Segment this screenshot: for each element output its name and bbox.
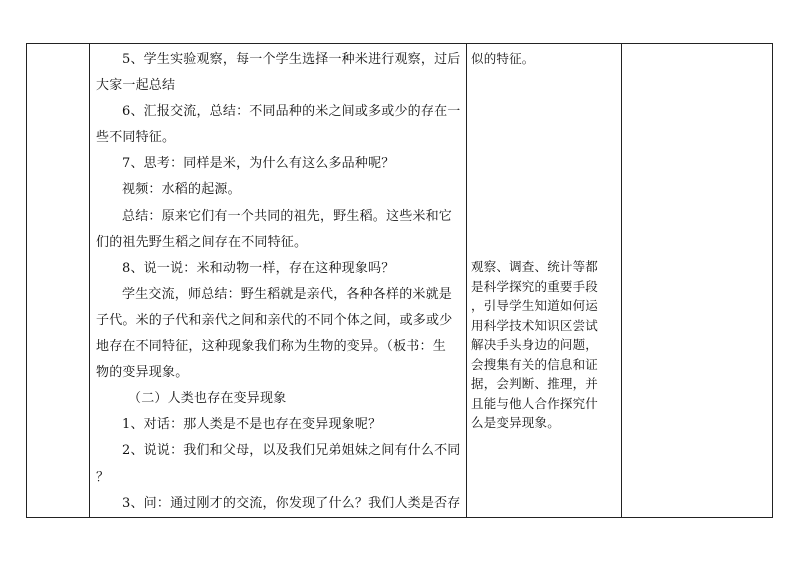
text-line: （二）人类也存在变异现象	[128, 391, 287, 407]
text-line: 解决手头身边的问题，	[471, 337, 599, 352]
text-line: 么是变异现象。	[471, 415, 560, 430]
text-line: 子代。米的子代和亲代之间和亲代的不同个体之间，或多或少	[96, 312, 453, 328]
text-line: 视频：水稻的起源。	[122, 182, 241, 198]
text-line: 学生交流，师总结：野生稻就是亲代，各种各样的米就是	[122, 286, 453, 302]
text-line: 8、说一说：米和动物一样，存在这种现象吗？	[122, 260, 395, 276]
text-line: 总结：原来它们有一个共同的祖先，野生稻。这些米和它	[122, 208, 453, 224]
text-line: 观察、调查、统计等都	[471, 259, 599, 274]
teaching-process-text	[90, 44, 466, 517]
text-line: 据，会判断、推理，并	[471, 376, 599, 391]
teaching-process-cell	[90, 44, 467, 518]
text-line: 似的特征。	[471, 51, 535, 66]
empty-right-cell	[622, 44, 773, 518]
text-line: 2、说说：我们和父母，以及我们兄弟姐妹之间有什么不同	[122, 443, 461, 459]
text-line: 们的祖先野生稻之间存在不同特征。	[96, 234, 308, 250]
text-line: 且能与他人合作探究什	[471, 395, 599, 411]
text-line: 物的变异现象。	[96, 365, 189, 381]
text-line: 是科学探究的重要手段	[471, 278, 599, 294]
design-intent-text	[467, 239, 621, 433]
text-line: 用科学技术知识区尝试	[471, 317, 599, 333]
text-line: 5、学生实验观察，每一个学生选择一种米进行观察，过后	[122, 52, 461, 67]
text-line: 3、问：通过刚才的交流，你发现了什么？我们人类是否存	[122, 495, 461, 511]
design-intent-top-text	[467, 44, 621, 239]
text-line: 1、对话：那人类是不是也存在变异现象呢？	[122, 417, 382, 433]
text-line: 地存在不同特征，这种现象我们称为生物的变异。（板书：生	[96, 339, 446, 355]
empty-left-cell	[27, 44, 90, 518]
text-line: 7、思考：同样是米，为什么有这么多品种呢？	[122, 156, 395, 172]
text-line: 6、汇报交流，总结：不同品种的米之间或多或少的存在一	[122, 104, 461, 120]
text-line: ？	[96, 469, 110, 485]
text-line: 些不同特征。	[96, 130, 176, 146]
lesson-plan-table	[26, 43, 773, 518]
table-row	[27, 44, 773, 518]
design-intent-cell	[467, 44, 622, 518]
text-line: 大家一起总结	[96, 78, 176, 94]
text-line: 会搜集有关的信息和证	[471, 356, 599, 372]
text-line: ，引导学生知道如何运	[471, 298, 599, 313]
